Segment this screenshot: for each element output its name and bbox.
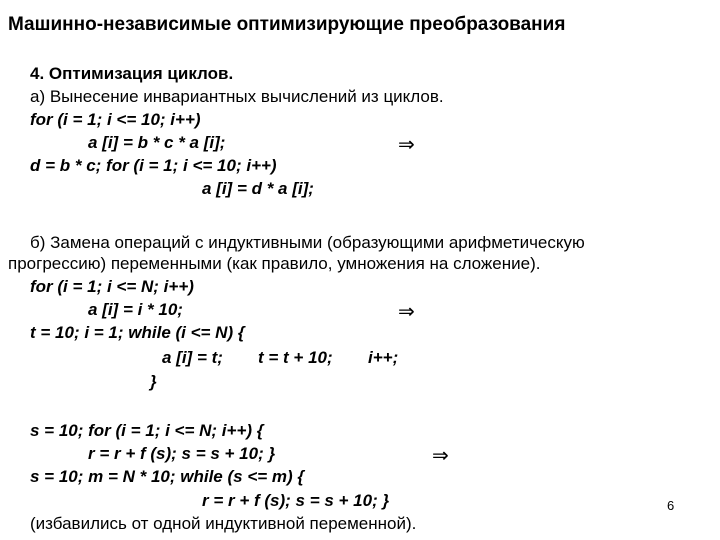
part-a-code-before-line-1: for (i = 1; i <= 10; i++) — [30, 110, 201, 129]
part-a-code-after-line-2: a [i] = d * a [i]; — [202, 179, 314, 198]
part-b-example-1-after-line-2c: i++; — [368, 348, 399, 367]
part-b-example-1-after-line-1: t = 10; i = 1; while (i <= N) { — [30, 323, 245, 342]
part-b-example-2-after-line-1: s = 10; m = N * 10; while (s <= m) { — [30, 467, 305, 486]
part-b-note: (избавились от одной индуктивной переменной). — [30, 514, 417, 533]
slide-title: Машинно-независимые оптимизирующие преобразования — [8, 14, 566, 35]
part-b-example-1-before-line-2: a [i] = i * 10; — [88, 300, 183, 319]
part-b-example-2-before-line-1: s = 10; for (i = 1; i <= N; i++) { — [30, 421, 264, 440]
page-number: 6 — [667, 498, 675, 513]
part-a-code-before-line-2: a [i] = b * c * a [i]; — [88, 133, 226, 152]
part-b-heading-line-2: прогрессию) переменными (как правило, умножения на сложение). — [8, 254, 541, 273]
part-a-code-after-line-1: d = b * c; for (i = 1; i <= 10; i++) — [30, 156, 277, 175]
section-heading: 4. Оптимизация циклов. — [30, 64, 234, 83]
part-b-example-1-after-line-2a: a [i] = t; — [162, 348, 223, 367]
part-b-example-2-after-line-2: r = r + f (s); s = s + 10; } — [202, 491, 390, 510]
implies-arrow-icon: ⇒ — [398, 301, 415, 323]
part-b-example-1-before-line-1: for (i = 1; i <= N; i++) — [30, 277, 194, 296]
implies-arrow-icon: ⇒ — [398, 134, 415, 156]
part-b-example-1-after-line-3: } — [150, 372, 157, 391]
implies-arrow-icon: ⇒ — [432, 445, 449, 467]
part-b-example-2-before-line-2: r = r + f (s); s = s + 10; } — [88, 444, 276, 463]
part-a-heading: а) Вынесение инвариантных вычислений из циклов. — [30, 87, 444, 106]
part-b-example-1-after-line-2b: t = t + 10; — [258, 348, 333, 367]
part-b-heading-line-1: б) Замена операций с индуктивными (образующими арифметическую — [30, 233, 585, 252]
